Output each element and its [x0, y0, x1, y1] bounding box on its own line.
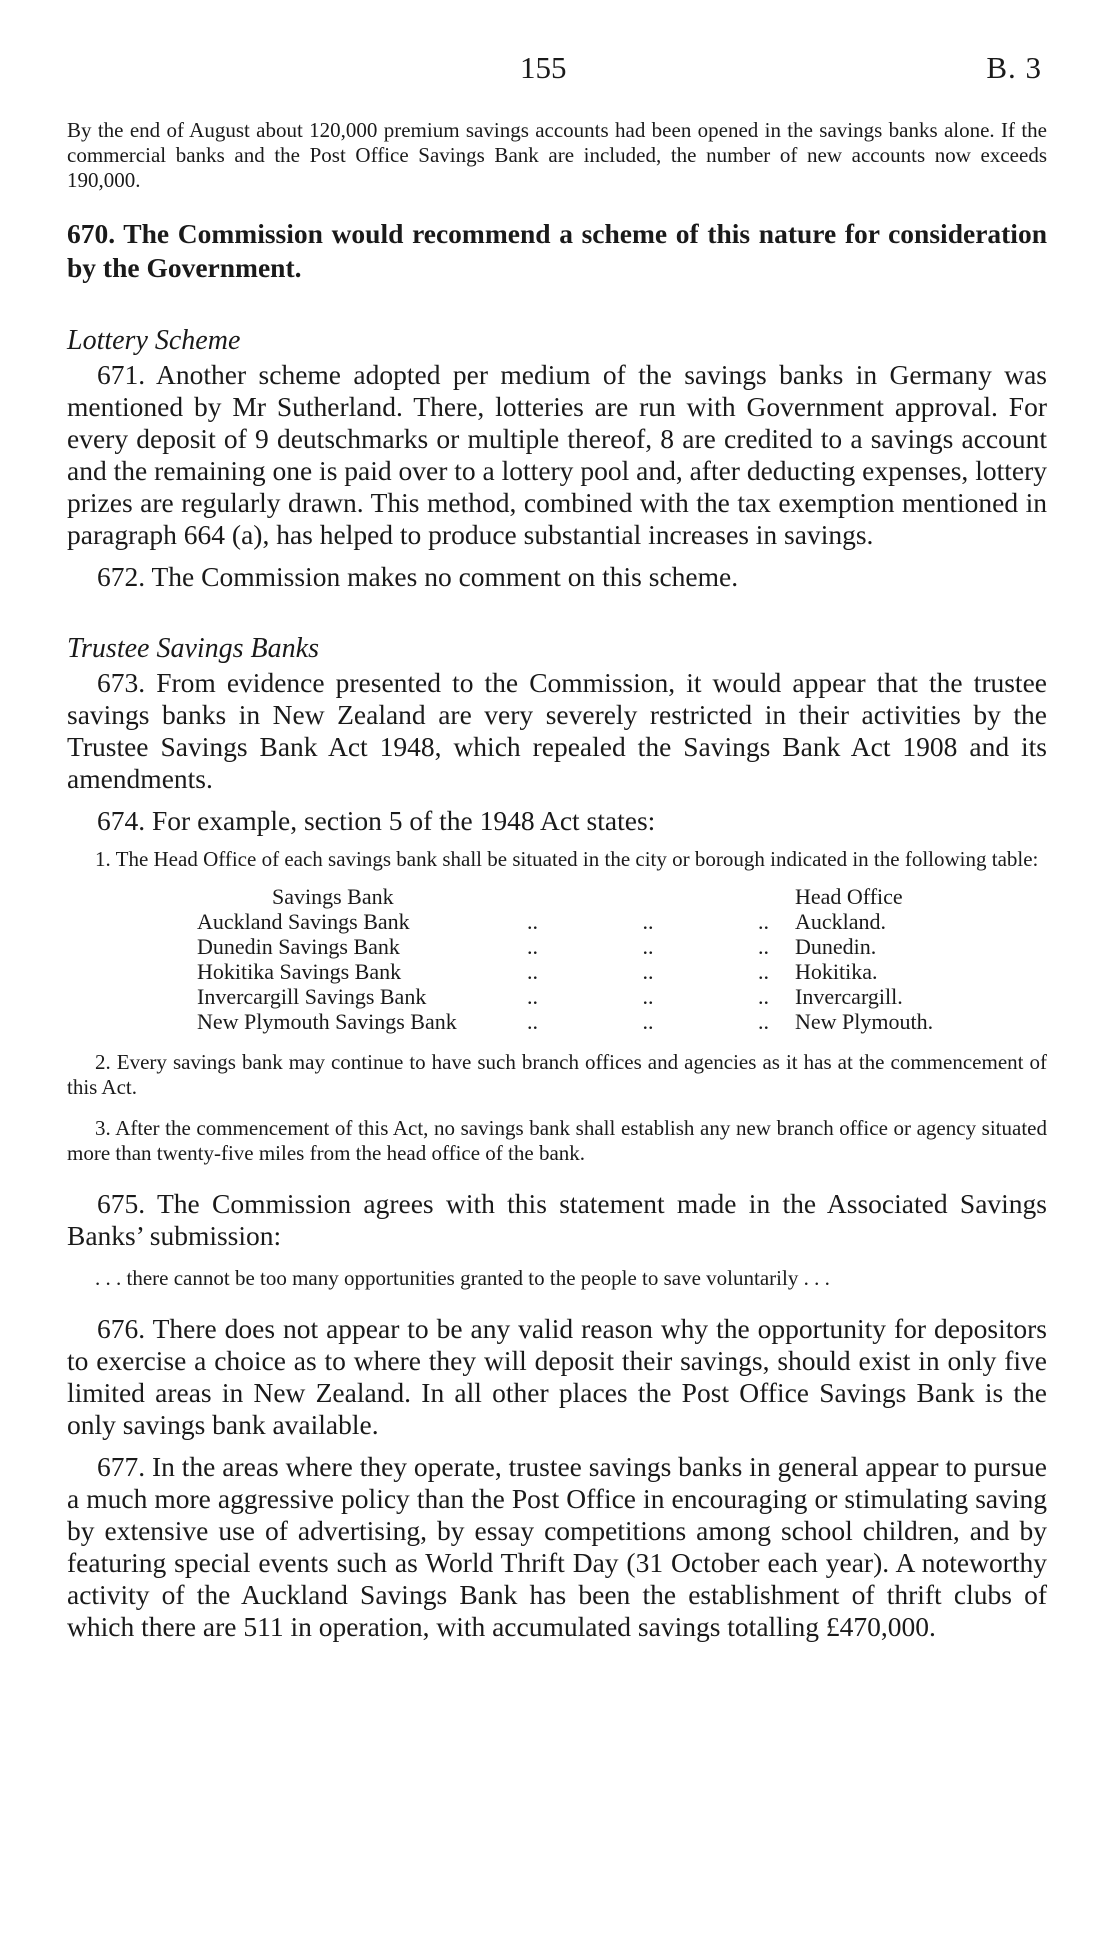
paragraph-676: 676. There does not appear to be any valid reason why the opportunity for depositors to exercise a choice as to where they will deposit their savings, should exist in only five limited areas in New Zealand. In all other places the Post Office Savings Bank is the only savings bank available. [67, 1313, 1047, 1440]
head-office-name: Dunedin. [795, 934, 877, 959]
paragraph-672: 672. The Commission makes no comment on this scheme. [97, 561, 739, 592]
leader-dots [527, 909, 795, 934]
table-header-row [197, 884, 977, 909]
leader-dot: .. [758, 934, 769, 959]
leader-dot: .. [527, 984, 538, 1009]
table-row [197, 984, 977, 1009]
leader-dot: .. [527, 909, 538, 934]
page-header [0, 50, 1114, 90]
leader-dot: .. [642, 909, 654, 934]
leader-dots [527, 1009, 795, 1034]
table-rows [197, 909, 977, 1034]
leader-dot: .. [758, 909, 769, 934]
leader-dots [527, 934, 795, 959]
head-office-name: Invercargill. [795, 984, 903, 1009]
column-header-head-office: Head Office [795, 884, 903, 909]
section-heading-trustee: Trustee Savings Banks [67, 633, 319, 664]
savings-bank-name: Auckland Savings Bank [197, 909, 410, 934]
paragraph-674: 674. For example, section 5 of the 1948 Act states: [97, 805, 656, 836]
leader-dot: .. [527, 959, 538, 984]
paragraph-670: 670. The Commission would recommend a scheme of this nature for consideration by the Government. [67, 218, 1047, 283]
head-office-name: Hokitika. [795, 959, 878, 984]
leader-dots [527, 959, 795, 984]
savings-bank-name: Hokitika Savings Bank [197, 959, 402, 984]
section-heading-lottery: Lottery Scheme [67, 325, 241, 356]
head-office-name: Auckland. [795, 909, 887, 934]
savings-bank-name: Invercargill Savings Bank [197, 984, 427, 1009]
act-clause-3: 3. After the commencement of this Act, no savings bank shall establish any new branch office or agency situated more than twenty-five miles from the head office of the bank. [67, 1116, 1047, 1165]
act-clause-1: 1. The Head Office of each savings bank shall be situated in the city or borough indicated in the following table: [95, 847, 1039, 871]
page-body [67, 118, 1047, 1643]
leader-dot: .. [642, 1009, 654, 1034]
head-office-table [197, 884, 977, 1034]
leader-dot: .. [758, 959, 769, 984]
savings-bank-name: New Plymouth Savings Bank [197, 1009, 457, 1034]
paragraph-673: 673. From evidence presented to the Commission, it would appear that the trustee savings banks in New Zealand are very severely restricted in their activities by the Trustee Savings Bank Act 1948, which repealed the Savings Bank Act 1908 and its amendments. [67, 667, 1047, 794]
leader-dot: .. [758, 1009, 769, 1034]
leader-dot: .. [642, 934, 654, 959]
leader-dot: .. [642, 959, 654, 984]
intro-paragraph: By the end of August about 120,000 premium savings accounts had been opened in the savings banks alone. If the commercial banks and the Post Office Savings Bank are included, the number of new accounts now exceeds 190,000. [67, 118, 1047, 192]
leader-dot: .. [642, 984, 654, 1009]
leader-dot: .. [758, 984, 769, 1009]
table-row [197, 959, 977, 984]
table-row [197, 909, 977, 934]
head-office-name: New Plymouth. [795, 1009, 934, 1034]
table-row [197, 934, 977, 959]
quotation-675: . . . there cannot be too many opportunities granted to the people to save voluntarily . . . [95, 1266, 830, 1290]
leader-dots [527, 984, 795, 1009]
page-number: 155 [520, 50, 567, 85]
paragraph-671: 671. Another scheme adopted per medium of the savings banks in Germany was mentioned by Mr Sutherland. There, lotteries are run with Government approval. For every deposit of 9 deutschmarks or multiple thereof, 8 are credited to a savings account and the remaining one is paid over to a lottery pool and, after deducting expenses, lottery prizes are regularly drawn. This method, combined with the tax exemption mentioned in paragraph 664 (a), has helped to produce substantial increases in savings. [67, 359, 1047, 550]
leader-dot: .. [527, 934, 538, 959]
leader-dot: .. [527, 1009, 538, 1034]
paragraph-675: 675. The Commission agrees with this statement made in the Associated Savings Banks’ submission: [67, 1188, 1047, 1251]
savings-bank-name: Dunedin Savings Bank [197, 934, 400, 959]
column-header-savings-bank: Savings Bank [272, 884, 394, 909]
table-row [197, 1009, 977, 1034]
act-clause-2: 2. Every savings bank may continue to have such branch offices and agencies as it has at the commencement of this Act. [67, 1050, 1047, 1099]
paragraph-677: 677. In the areas where they operate, trustee savings banks in general appear to pursue a much more aggressive policy than the Post Office in encouraging or stimulating saving by extensive use of advertising, by essay competitions among school children, and by featuring special events such as World Thrift Day (31 October each year). A noteworthy activity of the Auckland Savings Bank has been the establishment of thrift clubs of which there are 511 in operation, with accumulated savings totalling £470,000. [67, 1451, 1047, 1642]
document-reference: B. 3 [986, 50, 1042, 85]
